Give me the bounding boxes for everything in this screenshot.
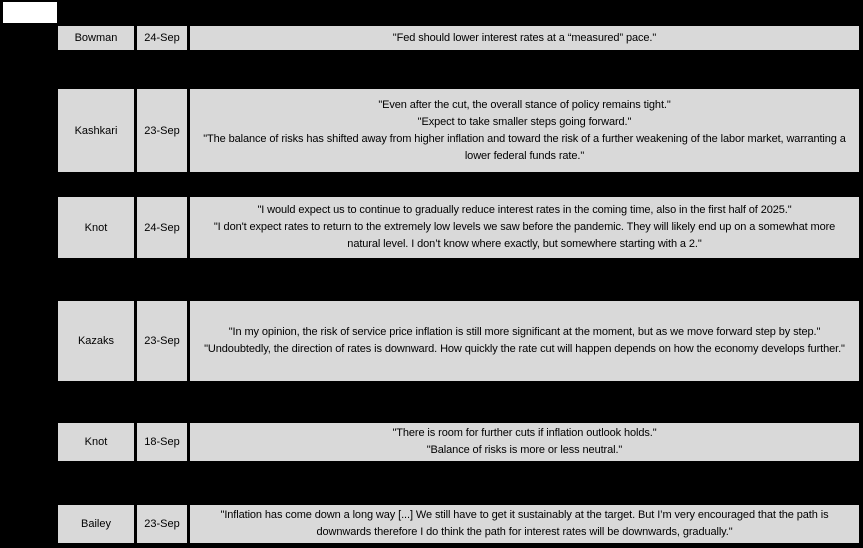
speaker-cell[interactable]: Kazaks (57, 300, 135, 382)
quote-line: "Fed should lower interest rates at a “measured” pace." (392, 31, 657, 44)
date-cell[interactable]: 24-Sep (136, 25, 188, 51)
speaker-cell[interactable]: Knot (57, 196, 135, 259)
quote-line: "Expect to take smaller steps going forward." (417, 115, 632, 128)
quote-line: "Inflation has come down a long way [...] We still have to get it sustainably at the target. But I’m very encouraged that the path is downwards therefore I do think the path for interest rates will be downwards, gradually." (220, 509, 829, 538)
table-row (57, 504, 860, 544)
quote-line: "I would expect us to continue to gradually reduce interest rates in the coming time, also in the first half of 2025." (257, 204, 792, 216)
table-row (57, 422, 860, 462)
speaker-comments-table (57, 0, 860, 548)
date-cell[interactable]: 23-Sep (136, 88, 188, 173)
speaker-cell[interactable]: Kashkari (57, 88, 135, 173)
date-cell[interactable]: 23-Sep (136, 504, 188, 544)
quote-line: "Undoubtedly, the direction of rates is downward. How quickly the rate cut will happen depends on how the economy develops further." (204, 343, 845, 355)
top-left-blank-box (3, 2, 57, 23)
date-cell[interactable]: 18-Sep (136, 422, 188, 462)
quote-line: "The balance of risks has shifted away from higher inflation and toward the risk of a further weakening of the labor market, warranting a lower federal funds rate." (203, 132, 846, 162)
quote-cell[interactable] (189, 422, 860, 462)
quote-line: "There is room for further cuts if inflation outlook holds." (392, 427, 657, 439)
date-cell[interactable]: 23-Sep (136, 300, 188, 382)
quote-line: "In my opinion, the risk of service price inflation is still more significant at the moment, but as we move forward step by step." (228, 326, 821, 338)
speaker-cell[interactable]: Bailey (57, 504, 135, 544)
quote-line: "Balance of risks is more or less neutral." (426, 444, 623, 456)
date-cell[interactable]: 24-Sep (136, 196, 188, 259)
quote-cell[interactable] (189, 88, 860, 173)
quote-cell[interactable] (189, 25, 860, 51)
table-row (57, 88, 860, 173)
quote-cell[interactable] (189, 196, 860, 259)
speaker-cell[interactable]: Bowman (57, 25, 135, 51)
speaker-cell[interactable]: Knot (57, 422, 135, 462)
quote-line: "Even after the cut, the overall stance of policy remains tight." (378, 98, 671, 111)
table-row (57, 196, 860, 259)
quote-line: "I don't expect rates to return to the extremely low levels we saw before the pandemic. They will likely end up on a somewhat more natural level. I don’t know where exactly, but somewhere starting with a 2." (213, 221, 836, 250)
table-row (57, 25, 860, 51)
quote-cell[interactable] (189, 504, 860, 544)
table-row (57, 300, 860, 382)
quote-cell[interactable] (189, 300, 860, 382)
